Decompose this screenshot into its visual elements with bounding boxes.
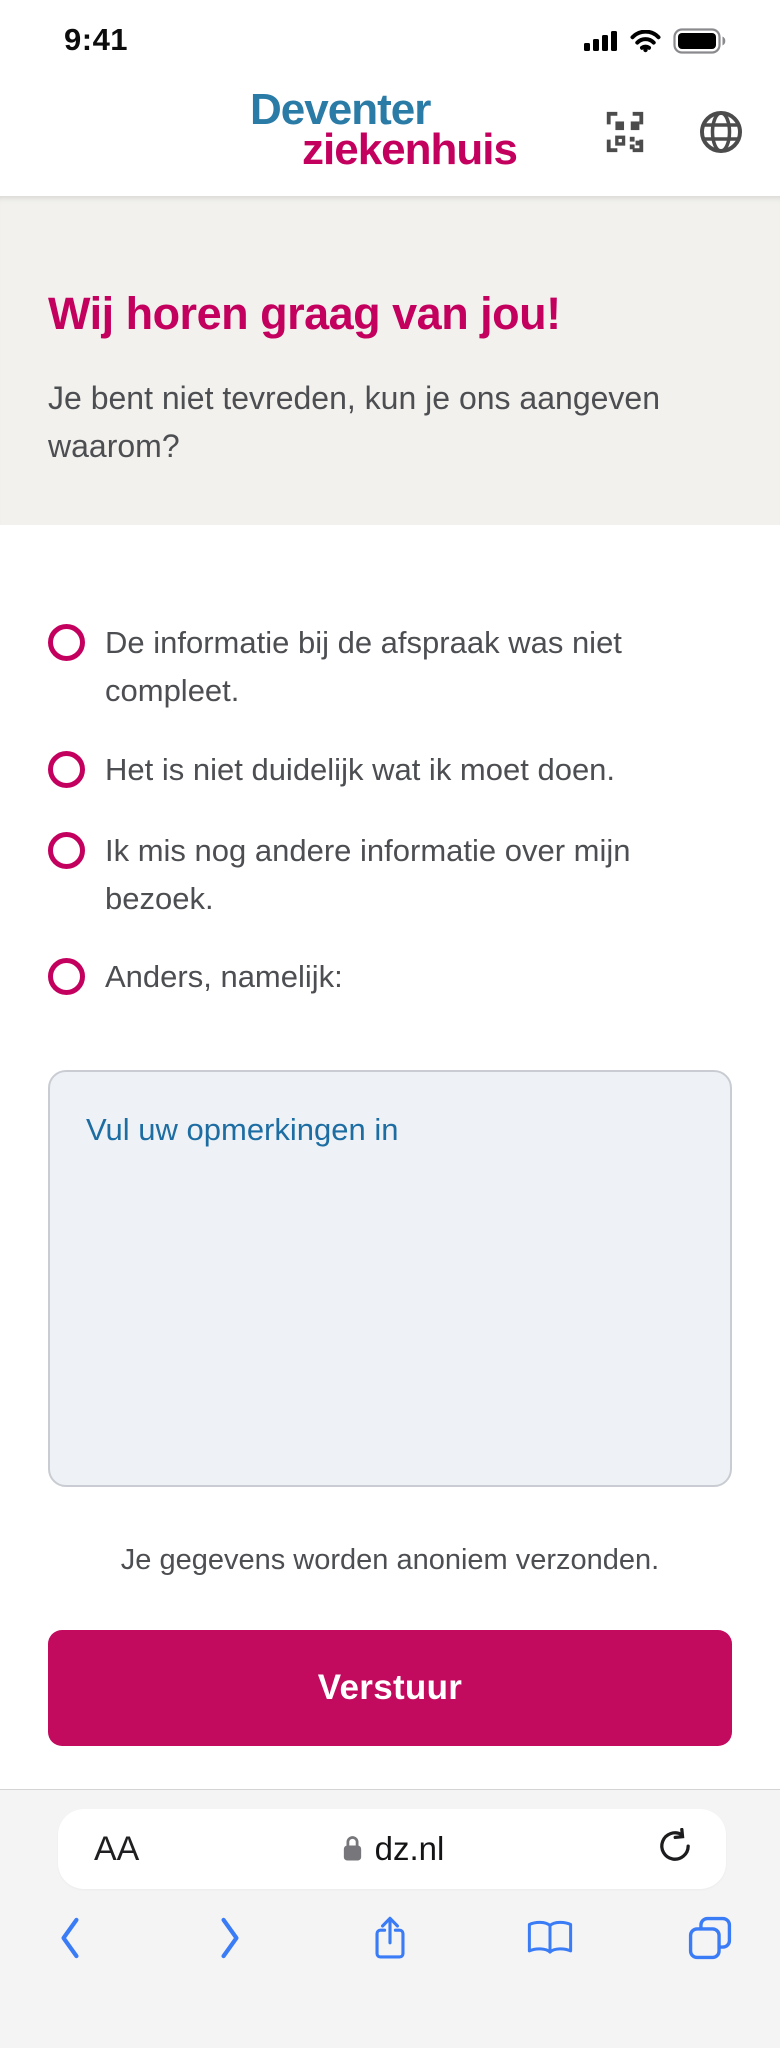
radio-option-label: Het is niet duidelijk wat ik moet doen. <box>105 752 616 787</box>
qr-scan-button[interactable] <box>601 108 649 156</box>
radio-option-label: Anders, namelijk: <box>105 959 343 994</box>
page-title: Wij horen graag van jou! <box>48 288 561 339</box>
back-button[interactable] <box>34 1902 106 1974</box>
radio-button[interactable] <box>48 832 85 869</box>
chevron-left-icon <box>56 1916 84 1960</box>
deventer-ziekenhuis-logo[interactable] <box>250 85 517 174</box>
radio-option[interactable] <box>48 827 720 923</box>
submit-button[interactable]: Verstuur <box>48 1630 732 1746</box>
url-bar[interactable] <box>58 1809 726 1889</box>
radio-button[interactable] <box>48 751 85 788</box>
battery-icon <box>673 28 728 54</box>
site-header <box>0 62 780 196</box>
text-size-button[interactable]: AA <box>86 1809 147 1889</box>
radio-option[interactable] <box>48 953 720 1001</box>
safari-toolbar <box>0 1789 780 2048</box>
url-text: dz.nl <box>374 1830 445 1867</box>
page-subtitle: Je bent niet tevreden, kun je ons aangeven waarom? <box>48 380 660 464</box>
url-display <box>58 1809 726 1889</box>
radio-option[interactable] <box>48 619 720 715</box>
forward-button[interactable] <box>194 1902 266 1974</box>
reload-icon <box>655 1828 695 1868</box>
radio-option-label: Ik mis nog andere informatie over mijn bezoek. <box>105 833 631 916</box>
radio-option[interactable] <box>48 746 720 794</box>
safari-nav-row <box>0 1902 780 1974</box>
tabs-icon <box>688 1916 732 1960</box>
cellular-signal-icon <box>584 30 618 52</box>
status-icons <box>584 28 728 54</box>
logo-word-ziekenhuis: ziekenhuis <box>302 125 517 174</box>
qr-code-icon <box>602 109 648 155</box>
radio-button[interactable] <box>48 624 85 661</box>
radio-button[interactable] <box>48 958 85 995</box>
hero-section <box>0 196 780 525</box>
globe-icon <box>697 108 745 156</box>
tabs-button[interactable] <box>674 1902 746 1974</box>
privacy-note: Je gegevens worden anoniem verzonden. <box>120 1544 660 1576</box>
status-bar <box>0 0 780 62</box>
chevron-right-icon <box>216 1916 244 1960</box>
language-button[interactable] <box>697 108 745 156</box>
reload-button[interactable] <box>642 1815 708 1881</box>
radio-option-label: De informatie bij de afspraak was niet compleet. <box>105 625 622 708</box>
share-icon <box>372 1914 408 1962</box>
wifi-icon <box>630 30 661 53</box>
lock-icon <box>340 1834 365 1864</box>
share-button[interactable] <box>354 1902 426 1974</box>
status-time: 9:41 <box>64 22 129 57</box>
book-icon <box>525 1918 575 1958</box>
comments-textarea[interactable] <box>48 1070 732 1487</box>
bookmarks-button[interactable] <box>514 1902 586 1974</box>
logo-word-deventer: Deventer <box>250 85 431 134</box>
